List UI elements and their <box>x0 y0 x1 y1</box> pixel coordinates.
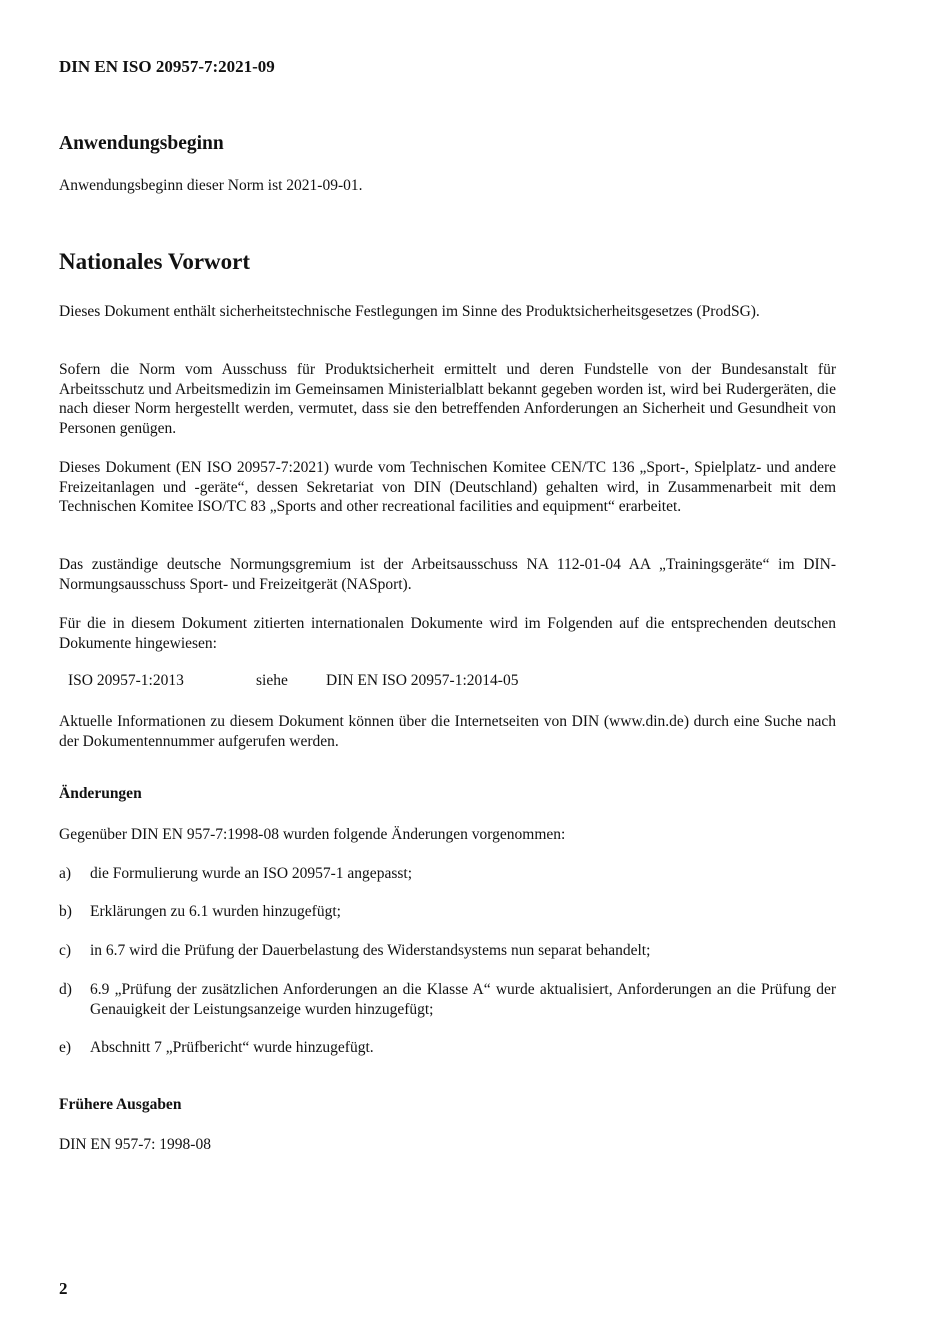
heading-aenderungen: Änderungen <box>59 785 142 802</box>
list-item <box>59 902 836 922</box>
list-item <box>59 941 836 961</box>
reference-separator: siehe <box>256 672 288 689</box>
heading-nationales-vorwort: Nationales Vorwort <box>59 249 251 274</box>
list-marker: d) <box>59 981 72 998</box>
vorwort-info: Aktuelle Informationen zu diesem Dokument können über die Internetseiten von DIN (www.din.de) durch eine Suche nach der Dokumentennummer aufgerufen werden. <box>59 713 836 750</box>
list-text: in 6.7 wird die Prüfung der Dauerbelastung des Widerstandsystems nun separat behandelt; <box>90 942 651 959</box>
vorwort-paragraph-2: Sofern die Norm vom Ausschuss für Produktsicherheit ermittelt und deren Fundstelle von der Bundesanstalt für Arbeitsschutz und Arbeitsmedizin im Gemeinsamen Ministerialblatt bekannt gegeben worden ist, wird bei Rudergeräten, die nach dieser Norm hergestellt werden, vermutet, dass sie den betreffenden Anforderungen an Sicherheit und Gesundheit von Personen genügen. <box>59 361 836 438</box>
list-text: Erklärungen zu 6.1 wurden hinzugefügt; <box>90 903 341 920</box>
list-text: die Formulierung wurde an ISO 20957-1 angepasst; <box>90 865 412 882</box>
list-item <box>59 864 836 884</box>
list-marker: e) <box>59 1039 72 1056</box>
list-marker: c) <box>59 942 72 959</box>
heading-anwendungsbeginn: Anwendungsbeginn <box>59 133 224 154</box>
list-text: Abschnitt 7 „Prüfbericht“ wurde hinzugefügt. <box>90 1039 374 1056</box>
anwendungsbeginn-text: Anwendungsbeginn dieser Norm ist 2021-09-01. <box>59 177 363 194</box>
vorwort-paragraph-5: Für die in diesem Dokument zitierten internationalen Dokumente wird im Folgenden auf die entsprechenden deutschen Dokumente hingewiesen: <box>59 615 836 652</box>
vorwort-paragraph-3: Dieses Dokument (EN ISO 20957-7:2021) wurde vom Technischen Komitee CEN/TC 136 „Sport-, Spielplatz- und andere Freizeitanlagen und -geräte“, dessen Sekretariat von DIN (Deutschland) gehalten wird, in Zusammenarbeit mit dem Technischen Komitee ISO/TC 83 „Sports and other recreational facilities and equipment“ erarbeitet. <box>59 459 836 516</box>
document-identifier: DIN EN ISO 20957-7:2021-09 <box>59 57 275 76</box>
reference-international: ISO 20957-1:2013 <box>68 672 184 689</box>
vorwort-paragraph-4: Das zuständige deutsche Normungsgremium ist der Arbeitsausschuss NA 112-01-04 AA „Trainingsgeräte“ im DIN-Normungsausschuss Sport- und Freizeitgerät (NASport). <box>59 556 836 593</box>
page-number: 2 <box>59 1279 68 1298</box>
reference-national: DIN EN ISO 20957-1:2014-05 <box>326 672 519 689</box>
list-marker: a) <box>59 865 72 882</box>
document-page <box>59 0 836 1343</box>
fruehere-ausgaben-text: DIN EN 957-7: 1998-08 <box>59 1136 211 1153</box>
aenderungen-intro: Gegenüber DIN EN 957-7:1998-08 wurden folgende Änderungen vorgenommen: <box>59 826 566 843</box>
heading-fruehere-ausgaben: Frühere Ausgaben <box>59 1096 182 1113</box>
list-item <box>59 1038 836 1058</box>
list-text: 6.9 „Prüfung der zusätzlichen Anforderungen an die Klasse A“ wurde aktualisiert, Anforderungen an die Prüfung der Genauigkeit der Leistungsanzeige wurden hinzugefügt; <box>90 981 836 1018</box>
list-item <box>59 980 836 1019</box>
vorwort-paragraph-1: Dieses Dokument enthält sicherheitstechnische Festlegungen im Sinne des Produktsicherheitsgesetzes (ProdSG). <box>59 303 760 320</box>
list-marker: b) <box>59 903 72 920</box>
